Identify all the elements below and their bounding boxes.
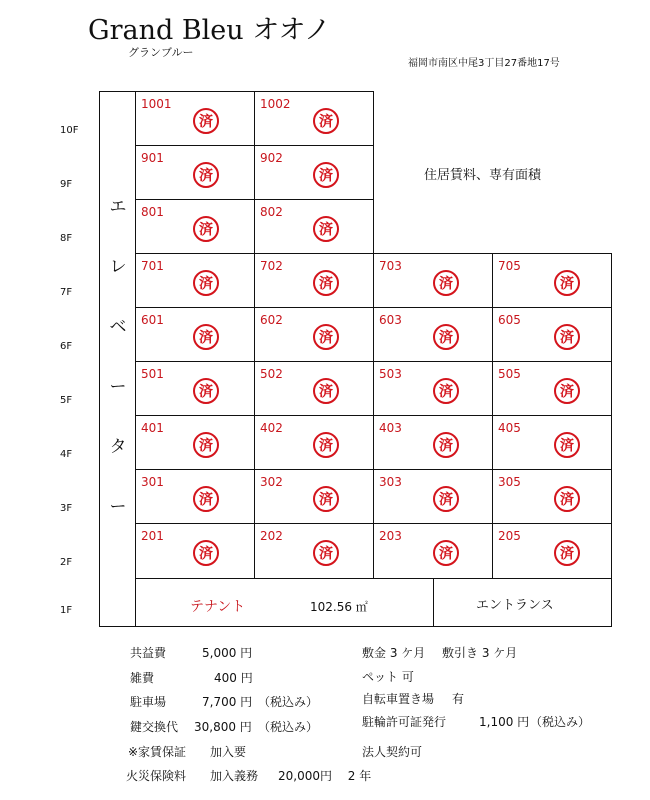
entrance-label: エントランス: [476, 598, 554, 613]
occupied-stamp: 済: [193, 216, 219, 242]
occupied-stamp: 済: [433, 432, 459, 458]
occupied-stamp: 済: [554, 270, 580, 296]
grid-line: [135, 578, 612, 579]
fee-value: 400 円: [214, 671, 253, 685]
floor-label-1f: 1F: [60, 605, 73, 616]
grid-line: [135, 199, 374, 200]
fee-row: [126, 767, 372, 784]
grid-line: [135, 469, 612, 470]
occupied-stamp: 済: [433, 540, 459, 566]
terms-row: [362, 644, 518, 661]
unit-number: 601: [141, 313, 164, 327]
unit-number: 901: [141, 151, 164, 165]
occupied-stamp: 済: [193, 540, 219, 566]
building-subtitle: グランブルー: [128, 46, 194, 59]
occupied-stamp: 済: [313, 270, 339, 296]
terms-row: [362, 690, 465, 707]
unit-number: 802: [260, 205, 283, 219]
grid-line: [433, 578, 434, 627]
occupied-stamp: 済: [313, 486, 339, 512]
terms-label: 自転車置き場: [362, 692, 435, 706]
fee-value: 加入要: [210, 745, 247, 759]
unit-number: 402: [260, 421, 283, 435]
grid-line: [99, 91, 374, 92]
fee-note: 20,000円 2 年: [278, 769, 372, 783]
unit-number: 902: [260, 151, 283, 165]
terms-note: （税込み）: [530, 715, 591, 729]
occupied-stamp: 済: [554, 378, 580, 404]
fee-label: 鍵交換代: [130, 720, 179, 734]
grid-line: [135, 361, 612, 362]
occupied-stamp: 済: [193, 270, 219, 296]
fee-value: 5,000 円: [202, 646, 253, 660]
occupied-stamp: 済: [313, 162, 339, 188]
fee-row: [128, 743, 247, 760]
unit-number: 503: [379, 367, 402, 381]
grid-line: [99, 91, 100, 627]
elevator-label-char: ー: [109, 497, 127, 517]
terms-label: ペット 可: [362, 670, 414, 684]
elevator-label-char: タ: [109, 437, 127, 457]
unit-number: 801: [141, 205, 164, 219]
floor-label-5f: 5F: [60, 395, 73, 406]
occupied-stamp: 済: [313, 378, 339, 404]
terms-row: [362, 713, 591, 730]
occupied-stamp: 済: [554, 432, 580, 458]
grid-line: [135, 91, 136, 627]
unit-number: 701: [141, 259, 164, 273]
elevator-label-char: レ: [109, 257, 127, 277]
unit-number: 702: [260, 259, 283, 273]
floor-label-2f: 2F: [60, 557, 73, 568]
grid-line: [135, 253, 612, 254]
unit-number: 505: [498, 367, 521, 381]
elevator-label-char: ベ: [109, 317, 127, 337]
building-address: 福岡市南区中尾3丁目27番地17号: [408, 58, 560, 69]
terms-row: [362, 668, 414, 685]
occupied-stamp: 済: [193, 324, 219, 350]
terms-label: 法人契約可: [362, 745, 423, 759]
fee-value: 加入義務: [210, 769, 259, 783]
elevator-label-char: エ: [109, 197, 127, 217]
grid-line: [254, 91, 255, 578]
terms-label: 駐輪許可証発行: [362, 715, 447, 729]
occupied-stamp: 済: [313, 324, 339, 350]
occupied-stamp: 済: [193, 486, 219, 512]
fee-label: 火災保険料: [126, 769, 187, 783]
unit-number: 605: [498, 313, 521, 327]
fee-label: ※家賃保証: [128, 745, 187, 759]
grid-line: [135, 307, 612, 308]
terms-value: 1,100 円: [479, 715, 530, 729]
fee-label: 雑費: [130, 671, 155, 685]
unit-number: 602: [260, 313, 283, 327]
occupied-stamp: 済: [193, 108, 219, 134]
occupied-stamp: 済: [554, 540, 580, 566]
occupied-stamp: 済: [554, 486, 580, 512]
building-title: Grand Bleu オオノ: [88, 15, 331, 46]
unit-number: 405: [498, 421, 521, 435]
grid-line: [135, 145, 374, 146]
floor-label-4f: 4F: [60, 449, 73, 460]
occupied-stamp: 済: [313, 540, 339, 566]
tenant-area: 102.56 ㎡: [310, 600, 368, 614]
unit-number: 205: [498, 529, 521, 543]
occupied-stamp: 済: [433, 486, 459, 512]
legend-text: 住居賃料、専有面積: [424, 168, 542, 183]
fee-row: [130, 644, 253, 661]
terms-label: 敷金 3 ケ月: [362, 646, 426, 660]
unit-number: 403: [379, 421, 402, 435]
grid-line: [611, 253, 612, 627]
grid-line: [135, 523, 612, 524]
occupied-stamp: 済: [193, 378, 219, 404]
grid-line: [373, 91, 374, 578]
occupied-stamp: 済: [313, 216, 339, 242]
occupied-stamp: 済: [554, 324, 580, 350]
occupied-stamp: 済: [433, 324, 459, 350]
occupied-stamp: 済: [193, 162, 219, 188]
unit-number: 1002: [260, 97, 291, 111]
elevator-label-char: ー: [109, 377, 127, 397]
unit-number: 203: [379, 529, 402, 543]
occupied-stamp: 済: [433, 270, 459, 296]
fee-row: [130, 718, 319, 735]
fee-value: 30,800 円: [194, 720, 252, 734]
fee-row: [130, 669, 253, 686]
terms-value: 有: [452, 692, 465, 706]
unit-number: 703: [379, 259, 402, 273]
unit-number: 202: [260, 529, 283, 543]
unit-number: 305: [498, 475, 521, 489]
floor-label-7f: 7F: [60, 287, 73, 298]
unit-number: 303: [379, 475, 402, 489]
occupied-stamp: 済: [193, 432, 219, 458]
unit-number: 603: [379, 313, 402, 327]
fee-note: （税込み）: [258, 720, 319, 734]
floor-label-10f: 10F: [60, 125, 79, 136]
occupied-stamp: 済: [313, 108, 339, 134]
terms-value: 敷引き 3 ケ月: [442, 646, 518, 660]
tenant-label: テナント: [190, 599, 246, 615]
floor-label-3f: 3F: [60, 503, 73, 514]
fee-label: 駐車場: [130, 695, 167, 709]
unit-number: 705: [498, 259, 521, 273]
grid-line: [135, 415, 612, 416]
floor-label-9f: 9F: [60, 179, 73, 190]
grid-line: [99, 626, 612, 627]
unit-number: 302: [260, 475, 283, 489]
occupied-stamp: 済: [433, 378, 459, 404]
unit-number: 502: [260, 367, 283, 381]
floor-label-8f: 8F: [60, 233, 73, 244]
fee-label: 共益費: [130, 646, 167, 660]
unit-number: 301: [141, 475, 164, 489]
fee-note: （税込み）: [258, 695, 319, 709]
fee-row: [130, 693, 319, 710]
unit-number: 401: [141, 421, 164, 435]
occupied-stamp: 済: [313, 432, 339, 458]
fee-value: 7,700 円: [202, 695, 253, 709]
floor-label-6f: 6F: [60, 341, 73, 352]
unit-number: 1001: [141, 97, 172, 111]
terms-row: [362, 743, 422, 760]
unit-number: 501: [141, 367, 164, 381]
unit-number: 201: [141, 529, 164, 543]
